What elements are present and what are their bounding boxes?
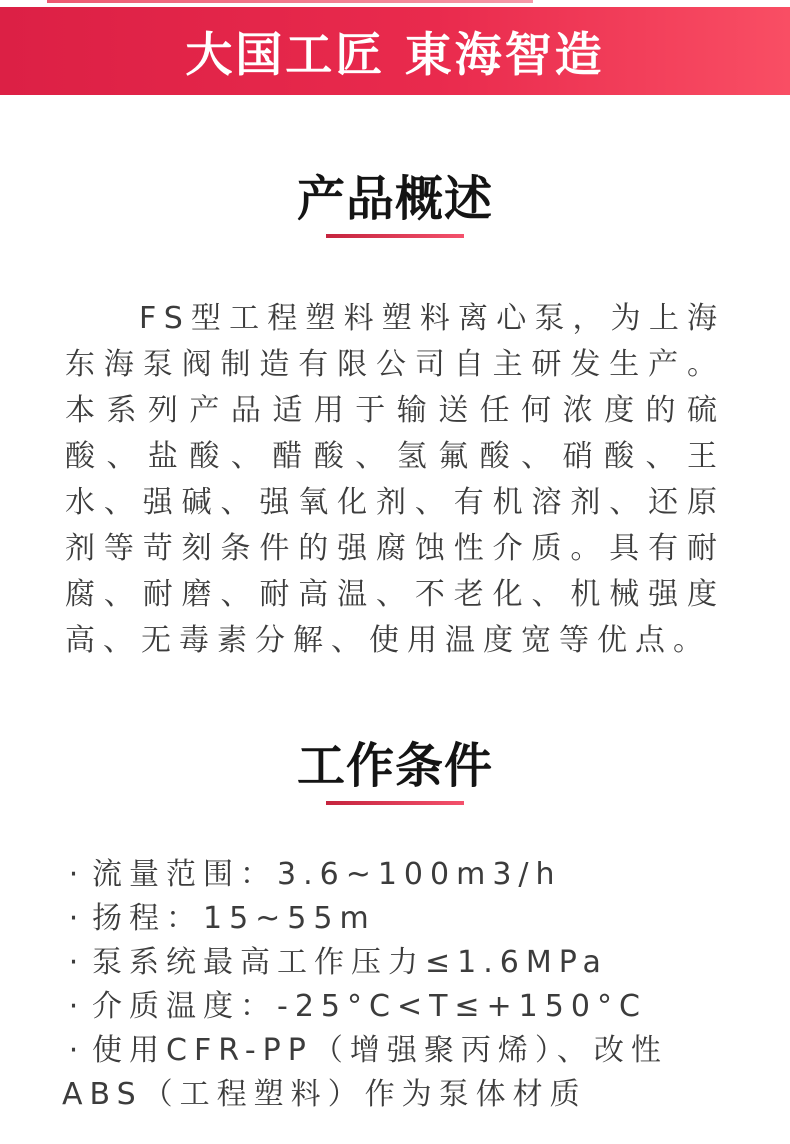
bullet-icon: · (68, 901, 86, 936)
condition-item-text: 泵系统最高工作压力≤1.6MPa (92, 945, 608, 980)
header-banner (0, 7, 790, 95)
condition-item-flow-range (62, 853, 728, 897)
condition-item-pump-body-material (62, 1029, 728, 1117)
product-overview-paragraph: FS型工程塑料塑料离心泵，为上海东海泵阀制造有限公司自主研发生产。本系列产品适用于输送任何浓度的硫酸、盐酸、醋酸、氢氟酸、硝酸、王水、强碱、强氧化剂、有机溶剂、还原剂等苛刻条件的强腐蚀性介质。具有耐腐、耐磨、耐高温、不老化、机械强度高、无毒素分解、使用温度宽等优点。 (65, 301, 725, 658)
condition-item-text: 使用CFR-PP（增强聚丙烯）、改性ABS（工程塑料）作为泵体材质 (62, 1033, 668, 1112)
working-conditions-list (62, 853, 728, 1117)
section-title-working-conditions: 工作条件 (296, 738, 493, 794)
condition-item-max-pressure (62, 941, 728, 985)
condition-item-medium-temperature (62, 985, 728, 1029)
bullet-icon: · (68, 1033, 86, 1068)
title-underline-divider (326, 234, 464, 238)
bullet-icon: · (68, 989, 86, 1024)
banner-title: 大国工匠 東海智造 (185, 27, 605, 83)
condition-item-text: 介质温度：-25°C<T≤+150°C (92, 989, 647, 1024)
title-underline-divider (326, 801, 464, 805)
bullet-icon: · (68, 945, 86, 980)
section-title-product-overview: 产品概述 (296, 171, 493, 227)
condition-item-text: 流量范围：3.6~100m3/h (92, 857, 562, 892)
condition-item-text: 扬程：15~55m (92, 901, 376, 936)
condition-item-head (62, 897, 728, 941)
bullet-icon: · (68, 857, 86, 892)
top-edge-strip (47, 0, 533, 3)
